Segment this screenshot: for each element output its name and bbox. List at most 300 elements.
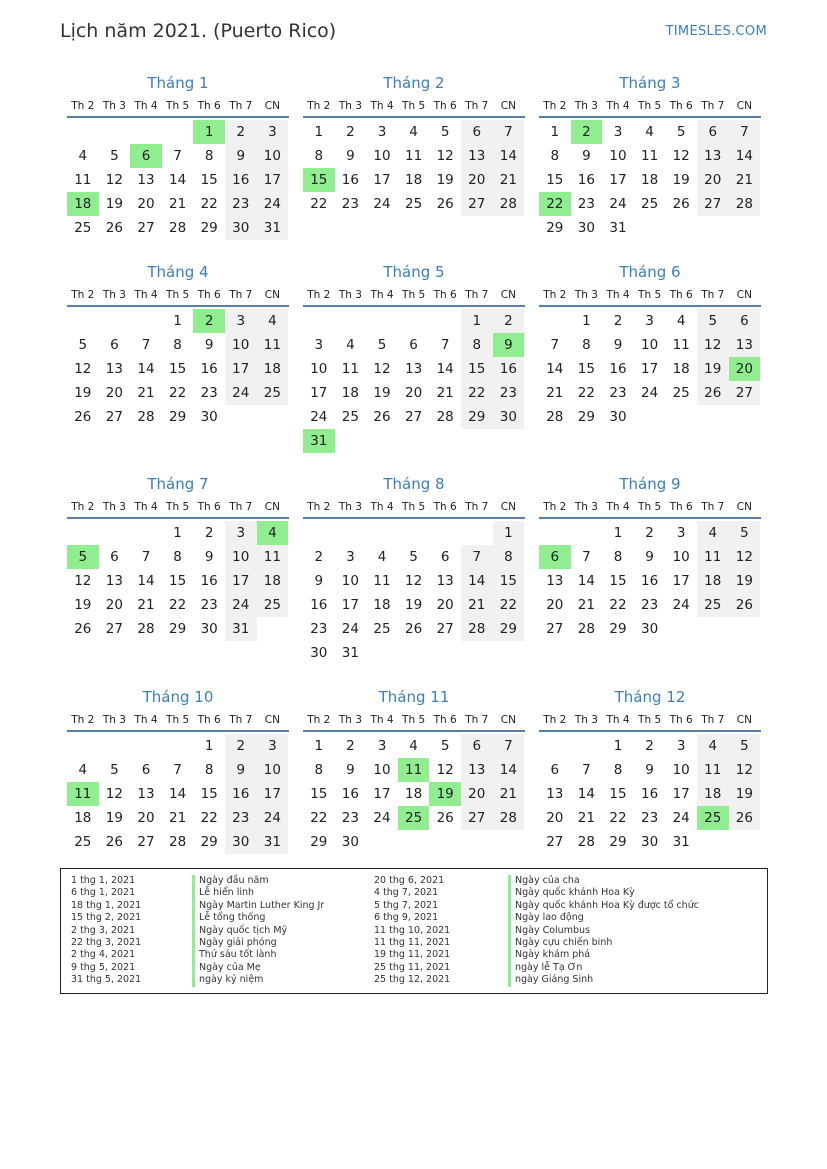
site-link[interactable]: TIMESLES.COM xyxy=(665,24,767,39)
empty-cell xyxy=(429,521,461,545)
weekend-day-cell: 13 xyxy=(461,758,493,782)
weekend-day-cell: 27 xyxy=(729,381,761,405)
day-cell: 18 xyxy=(640,172,659,188)
day-cell: 20 xyxy=(546,810,564,826)
weekend-day-cell: 8 xyxy=(461,333,493,357)
month-calendar xyxy=(303,261,525,453)
weekend-day-cell: 6 xyxy=(729,309,761,333)
weekday-label: Th 2 xyxy=(71,100,95,112)
day-cell: 9 xyxy=(346,762,355,778)
days-grid xyxy=(67,734,289,854)
weekday-label: Th 5 xyxy=(638,501,662,513)
month-calendar xyxy=(303,72,525,216)
day-cell: 12 xyxy=(672,148,690,164)
day-cell: 22 xyxy=(609,810,627,826)
day-cell: 7 xyxy=(173,762,182,778)
day-cell: 8 xyxy=(550,148,560,164)
day-cell: 3 xyxy=(314,337,324,353)
day-cell: 10 xyxy=(373,762,391,778)
weekend-day-cell: 28 xyxy=(461,617,493,641)
weekend-day-cell: 19 xyxy=(697,357,729,381)
day-cell: 28 xyxy=(546,409,564,425)
weekday-label: Th 7 xyxy=(229,289,253,301)
weekday-label: Th 4 xyxy=(134,501,158,513)
weekend-day-cell: 29 xyxy=(461,405,493,429)
day-cell: 7 xyxy=(173,148,182,164)
weekday-label: Th 2 xyxy=(543,714,567,726)
month-calendar xyxy=(67,686,289,854)
day-cell: 25 xyxy=(672,385,690,401)
day-cell: 25 xyxy=(341,409,359,425)
day-cell: 10 xyxy=(373,148,391,164)
days-grid xyxy=(539,734,761,854)
month-calendar xyxy=(67,473,289,641)
weekday-label: Th 7 xyxy=(465,289,489,301)
weekday-label: Th 2 xyxy=(307,100,331,112)
weekend-day-cell: 3 xyxy=(257,734,289,758)
day-cell: 17 xyxy=(672,573,690,589)
day-cell: 27 xyxy=(137,220,155,236)
day-cell: 17 xyxy=(609,172,627,188)
day-cell: 7 xyxy=(582,549,591,565)
weekday-label: Th 6 xyxy=(197,289,221,301)
day-cell: 24 xyxy=(310,409,328,425)
weekday-label: Th 2 xyxy=(307,501,331,513)
day-cell: 12 xyxy=(436,762,454,778)
holiday-day-cell: 6 xyxy=(130,144,162,168)
day-cell: 8 xyxy=(204,148,214,164)
day-cell: 28 xyxy=(577,834,595,850)
weekday-label: Th 7 xyxy=(465,100,489,112)
weekday-label: CN xyxy=(264,100,280,112)
day-cell: 2 xyxy=(204,525,214,541)
day-cell: 3 xyxy=(377,124,387,140)
weekday-label: Th 2 xyxy=(543,501,567,513)
weekend-day-cell: 3 xyxy=(225,309,257,333)
day-cell: 20 xyxy=(137,810,155,826)
day-cell: 26 xyxy=(404,621,423,637)
day-cell: 1 xyxy=(550,124,560,140)
day-cell: 13 xyxy=(137,786,155,802)
weekend-day-cell: 25 xyxy=(257,381,289,405)
day-cell: 30 xyxy=(341,834,359,850)
day-cell: 21 xyxy=(577,810,595,826)
day-cell: 25 xyxy=(373,621,391,637)
weekday-label: CN xyxy=(500,714,516,726)
weekend-day-cell: 11 xyxy=(257,545,289,569)
day-cell: 12 xyxy=(436,148,454,164)
holiday-day-cell: 25 xyxy=(398,806,430,830)
empty-cell xyxy=(130,521,162,545)
weekend-day-cell: 30 xyxy=(493,405,525,429)
day-cell: 10 xyxy=(609,148,627,164)
weekend-day-cell: 14 xyxy=(729,144,761,168)
day-cell: 23 xyxy=(200,385,218,401)
day-cell: 5 xyxy=(409,549,418,565)
legend-date: 20 thg 6, 2021 xyxy=(374,875,445,886)
weekday-label: Th 5 xyxy=(402,501,426,513)
day-cell: 26 xyxy=(436,810,454,826)
weekday-label: Th 3 xyxy=(574,289,598,301)
day-cell: 21 xyxy=(137,597,155,613)
day-cell: 8 xyxy=(314,762,324,778)
month-calendar xyxy=(67,72,289,240)
day-cell: 14 xyxy=(436,361,454,377)
month-title: Tháng 10 xyxy=(142,688,214,706)
page-title: Lịch năm 2021. (Puerto Rico) xyxy=(60,20,337,42)
day-cell: 8 xyxy=(173,549,182,565)
day-cell: 18 xyxy=(672,361,690,377)
day-cell: 14 xyxy=(168,786,187,802)
day-cell: 17 xyxy=(341,597,359,613)
weekday-label: CN xyxy=(736,501,752,513)
legend-date: 31 thg 5, 2021 xyxy=(71,974,142,986)
weekend-day-cell: 8 xyxy=(493,545,525,569)
day-cell: 22 xyxy=(168,385,187,401)
day-cell: 7 xyxy=(141,337,151,353)
days-grid xyxy=(303,309,525,453)
day-cell: 19 xyxy=(672,172,690,188)
day-cell: 10 xyxy=(672,549,690,565)
empty-cell xyxy=(366,309,398,333)
legend-holiday-name: Ngày giải phóng xyxy=(192,937,324,949)
weekday-label: Th 7 xyxy=(465,714,489,726)
weekend-day-cell: 19 xyxy=(729,569,761,593)
weekend-day-cell: 28 xyxy=(493,192,525,216)
weekday-label: Th 2 xyxy=(307,714,331,726)
weekday-header xyxy=(539,497,761,519)
day-cell: 29 xyxy=(546,220,564,236)
weekend-day-cell: 1 xyxy=(461,309,493,333)
month-title: Tháng 9 xyxy=(619,475,681,493)
weekend-day-cell: 11 xyxy=(257,333,289,357)
day-cell: 17 xyxy=(310,385,328,401)
day-cell: 20 xyxy=(404,385,423,401)
empty-cell xyxy=(539,309,571,333)
day-cell: 2 xyxy=(613,313,623,329)
day-cell: 2 xyxy=(645,525,654,541)
holiday-day-cell: 9 xyxy=(493,333,525,357)
weekday-label: Th 6 xyxy=(669,714,693,726)
day-cell: 12 xyxy=(404,573,423,589)
holiday-day-cell: 22 xyxy=(539,192,571,216)
weekday-label: Th 7 xyxy=(465,501,489,513)
weekday-header xyxy=(539,96,761,118)
weekday-label: CN xyxy=(264,714,280,726)
weekend-day-cell: 4 xyxy=(697,521,729,545)
day-cell: 14 xyxy=(577,573,595,589)
empty-cell xyxy=(99,120,131,144)
day-cell: 30 xyxy=(200,621,218,637)
day-cell: 15 xyxy=(200,172,218,188)
weekday-label: Th 6 xyxy=(433,501,457,513)
weekday-label: Th 2 xyxy=(543,100,567,112)
weekend-day-cell: 24 xyxy=(257,192,289,216)
holiday-day-cell: 31 xyxy=(303,429,335,453)
day-cell: 6 xyxy=(440,549,450,565)
weekend-day-cell: 22 xyxy=(461,381,493,405)
month-title: Tháng 1 xyxy=(147,74,209,92)
day-cell: 15 xyxy=(577,361,595,377)
weekday-label: Th 3 xyxy=(338,100,362,112)
day-cell: 8 xyxy=(173,337,182,353)
weekend-day-cell: 16 xyxy=(225,168,257,192)
day-cell: 13 xyxy=(546,573,564,589)
day-cell: 11 xyxy=(640,148,659,164)
weekday-label: Th 3 xyxy=(574,714,598,726)
weekday-header xyxy=(67,710,289,732)
holiday-day-cell: 20 xyxy=(729,357,761,381)
weekday-label: CN xyxy=(500,100,516,112)
weekday-label: Th 7 xyxy=(701,289,725,301)
legend-holiday-name: ngày lễ Tạ Ơn xyxy=(508,962,699,974)
weekend-day-cell: 17 xyxy=(225,357,257,381)
day-cell: 10 xyxy=(672,762,690,778)
day-cell: 26 xyxy=(74,409,92,425)
empty-cell xyxy=(398,521,430,545)
day-cell: 27 xyxy=(404,409,423,425)
day-cell: 24 xyxy=(672,810,690,826)
weekend-day-cell: 21 xyxy=(493,168,525,192)
day-cell: 11 xyxy=(74,172,92,188)
day-cell: 20 xyxy=(137,196,155,212)
day-cell: 14 xyxy=(168,172,187,188)
legend-dates-right xyxy=(374,875,450,987)
weekend-day-cell: 19 xyxy=(729,782,761,806)
legend-holiday-name: Ngày của cha xyxy=(508,875,699,887)
weekday-label: Th 4 xyxy=(370,100,394,112)
day-cell: 28 xyxy=(137,621,155,637)
weekend-day-cell: 6 xyxy=(461,120,493,144)
day-cell: 6 xyxy=(550,762,560,778)
day-cell: 16 xyxy=(640,786,659,802)
day-cell: 13 xyxy=(436,573,454,589)
day-cell: 22 xyxy=(310,196,328,212)
holiday-day-cell: 1 xyxy=(193,120,225,144)
day-cell: 18 xyxy=(404,172,423,188)
weekday-label: Th 4 xyxy=(606,289,630,301)
weekend-day-cell: 16 xyxy=(225,782,257,806)
day-cell: 5 xyxy=(440,738,450,754)
weekday-label: Th 4 xyxy=(606,100,630,112)
day-cell: 8 xyxy=(314,148,324,164)
day-cell: 9 xyxy=(645,549,654,565)
weekday-label: CN xyxy=(500,501,516,513)
weekday-label: Th 7 xyxy=(701,501,725,513)
weekday-label: Th 6 xyxy=(669,501,693,513)
day-cell: 16 xyxy=(310,597,328,613)
day-cell: 28 xyxy=(137,409,155,425)
day-cell: 9 xyxy=(204,549,214,565)
day-cell: 7 xyxy=(550,337,560,353)
weekend-day-cell: 24 xyxy=(225,593,257,617)
day-cell: 25 xyxy=(404,196,423,212)
legend-holiday-name: ngày kỷ niệm xyxy=(192,974,324,986)
day-cell: 1 xyxy=(613,738,623,754)
day-cell: 1 xyxy=(173,313,182,329)
day-cell: 2 xyxy=(346,124,355,140)
weekend-day-cell: 18 xyxy=(257,357,289,381)
empty-cell xyxy=(67,309,99,333)
weekend-day-cell: 5 xyxy=(729,521,761,545)
day-cell: 29 xyxy=(200,220,218,236)
day-cell: 8 xyxy=(613,549,623,565)
weekend-day-cell: 10 xyxy=(225,545,257,569)
legend-date: 6 thg 9, 2021 xyxy=(374,912,439,924)
day-cell: 29 xyxy=(577,409,595,425)
day-cell: 14 xyxy=(577,786,595,802)
weekend-day-cell: 12 xyxy=(729,758,761,782)
weekend-day-cell: 10 xyxy=(225,333,257,357)
day-cell: 18 xyxy=(373,597,391,613)
day-cell: 19 xyxy=(74,597,92,613)
weekend-day-cell: 18 xyxy=(697,569,729,593)
weekday-label: Th 4 xyxy=(134,100,158,112)
weekend-day-cell: 23 xyxy=(225,806,257,830)
legend-holiday-name: Ngày khám phá xyxy=(508,949,699,961)
day-cell: 30 xyxy=(640,621,659,637)
weekend-day-cell: 7 xyxy=(729,120,761,144)
empty-cell xyxy=(571,734,603,758)
weekend-day-cell: 30 xyxy=(225,216,257,240)
day-cell: 23 xyxy=(609,385,627,401)
weekend-day-cell: 17 xyxy=(257,782,289,806)
day-cell: 21 xyxy=(168,810,187,826)
weekday-label: Th 3 xyxy=(102,100,126,112)
weekday-label: Th 7 xyxy=(701,100,725,112)
holiday-day-cell: 5 xyxy=(67,545,99,569)
month-title: Tháng 4 xyxy=(147,263,209,281)
day-cell: 9 xyxy=(314,573,324,589)
weekend-day-cell: 18 xyxy=(257,569,289,593)
day-cell: 4 xyxy=(78,762,88,778)
empty-cell xyxy=(539,521,571,545)
weekend-day-cell: 5 xyxy=(729,734,761,758)
weekend-day-cell: 24 xyxy=(257,806,289,830)
month-title: Tháng 3 xyxy=(619,74,681,92)
weekend-day-cell: 16 xyxy=(493,357,525,381)
weekday-label: Th 6 xyxy=(433,100,457,112)
legend-date: 9 thg 5, 2021 xyxy=(71,961,136,973)
weekend-day-cell: 15 xyxy=(493,569,525,593)
day-cell: 16 xyxy=(640,573,659,589)
days-grid xyxy=(303,734,525,854)
weekend-day-cell: 18 xyxy=(697,782,729,806)
weekday-header xyxy=(303,96,525,118)
weekend-day-cell: 5 xyxy=(697,309,729,333)
weekend-day-cell: 27 xyxy=(697,192,729,216)
day-cell: 28 xyxy=(577,621,595,637)
month-calendar xyxy=(303,473,525,665)
month-title: Tháng 2 xyxy=(383,74,445,92)
weekend-day-cell: 11 xyxy=(697,758,729,782)
day-cell: 27 xyxy=(436,621,454,637)
day-cell: 10 xyxy=(341,573,359,589)
day-cell: 23 xyxy=(577,196,595,212)
day-cell: 29 xyxy=(609,621,627,637)
weekend-day-cell: 23 xyxy=(493,381,525,405)
legend-date: 25 thg 12, 2021 xyxy=(374,974,451,986)
day-cell: 22 xyxy=(168,597,187,613)
weekday-label: Th 2 xyxy=(71,714,95,726)
day-cell: 30 xyxy=(577,220,595,236)
empty-cell xyxy=(303,309,335,333)
empty-cell xyxy=(398,309,430,333)
legend-date: 11 thg 10, 2021 xyxy=(374,924,451,936)
legend-holiday-name: Ngày Columbus xyxy=(508,925,699,937)
day-cell: 9 xyxy=(346,148,355,164)
day-cell: 13 xyxy=(105,361,123,377)
legend-holiday-name: Lễ hiển linh xyxy=(192,887,324,899)
empty-cell xyxy=(99,521,131,545)
day-cell: 28 xyxy=(436,409,454,425)
day-cell: 16 xyxy=(200,573,218,589)
weekday-header xyxy=(303,710,525,732)
day-cell: 18 xyxy=(341,385,359,401)
day-cell: 16 xyxy=(200,361,218,377)
weekday-label: Th 4 xyxy=(370,501,394,513)
weekend-day-cell: 29 xyxy=(493,617,525,641)
weekend-day-cell: 21 xyxy=(461,593,493,617)
holiday-day-cell: 11 xyxy=(67,782,99,806)
day-cell: 14 xyxy=(137,573,155,589)
day-cell: 17 xyxy=(373,786,391,802)
empty-cell xyxy=(461,521,493,545)
day-cell: 15 xyxy=(310,786,328,802)
day-cell: 15 xyxy=(200,786,218,802)
day-cell: 20 xyxy=(546,597,564,613)
day-cell: 4 xyxy=(645,124,654,140)
weekday-label: Th 6 xyxy=(433,714,457,726)
weekend-day-cell: 7 xyxy=(493,120,525,144)
day-cell: 13 xyxy=(546,786,564,802)
weekday-label: Th 3 xyxy=(574,501,598,513)
day-cell: 11 xyxy=(672,337,690,353)
day-cell: 18 xyxy=(404,786,423,802)
day-cell: 1 xyxy=(582,313,591,329)
weekend-day-cell: 10 xyxy=(257,144,289,168)
day-cell: 30 xyxy=(310,645,328,661)
day-cell: 20 xyxy=(105,597,123,613)
weekday-label: Th 7 xyxy=(229,714,253,726)
day-cell: 1 xyxy=(314,738,324,754)
day-cell: 29 xyxy=(310,834,328,850)
days-grid xyxy=(303,521,525,665)
legend-date: 18 thg 1, 2021 xyxy=(71,899,142,911)
weekend-day-cell: 2 xyxy=(225,734,257,758)
day-cell: 3 xyxy=(676,738,686,754)
legend-holiday-name: Ngày của Mẹ xyxy=(192,962,324,974)
day-cell: 24 xyxy=(672,597,690,613)
day-cell: 19 xyxy=(373,385,391,401)
legend-date: 2 thg 3, 2021 xyxy=(71,924,136,936)
day-cell: 21 xyxy=(577,597,595,613)
day-cell: 9 xyxy=(645,762,654,778)
day-cell: 23 xyxy=(341,196,359,212)
legend-date: 1 thg 1, 2021 xyxy=(71,875,136,886)
day-cell: 25 xyxy=(74,220,92,236)
weekend-day-cell: 28 xyxy=(493,806,525,830)
day-cell: 3 xyxy=(676,525,686,541)
day-cell: 8 xyxy=(582,337,591,353)
day-cell: 27 xyxy=(546,834,564,850)
empty-cell xyxy=(366,521,398,545)
empty-cell xyxy=(67,734,99,758)
month-calendar xyxy=(67,261,289,429)
day-cell: 13 xyxy=(137,172,155,188)
weekend-day-cell: 21 xyxy=(493,782,525,806)
weekend-day-cell: 27 xyxy=(461,192,493,216)
